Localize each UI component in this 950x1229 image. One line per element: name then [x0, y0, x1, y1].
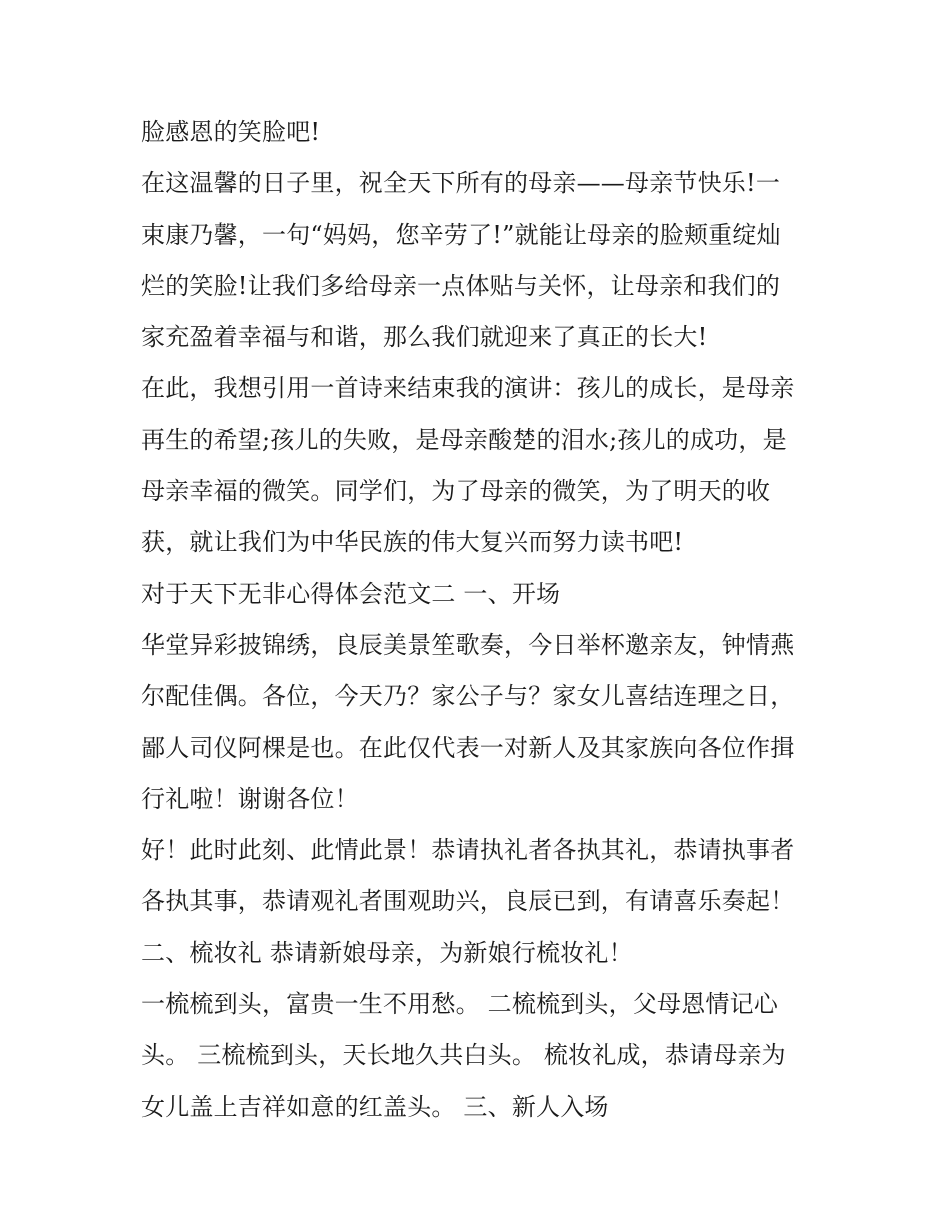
text-line: 各执其事，恭请观礼者围观助兴，良辰已到，有请喜乐奏起！	[141, 887, 795, 916]
text-line: 烂的笑脸!让我们多给母亲一点体贴与关怀，让母亲和我们的	[141, 271, 781, 300]
text-line: 家充盈着幸福与和谐，那么我们就迎来了真正的长大!	[141, 323, 708, 352]
text-line: 鄙人司仪阿棵是也。在此仅代表一对新人及其家族向各位作揖	[141, 733, 795, 762]
body-text	[141, 107, 821, 1133]
text-line: 再生的希望;孩儿的失败，是母亲酸楚的泪水;孩儿的成功，是	[141, 425, 787, 454]
text-line: 束康乃馨，一句“妈妈，您辛劳了!”就能让母亲的脸颊重绽灿	[141, 220, 781, 249]
text-line: 华堂异彩披锦绣，良辰美景笙歌奏，今日举杯邀亲友，钟情燕	[141, 630, 795, 659]
text-line: 母亲幸福的微笑。同学们，为了母亲的微笑，为了明天的收	[141, 477, 771, 506]
text-line: 一梳梳到头，富贵一生不用愁。 二梳梳到头，父母恩情记心	[141, 990, 779, 1019]
text-line: 好！此时此刻、此情此景！恭请执礼者各执其礼，恭请执事者	[141, 836, 795, 865]
text-line: 头。 三梳梳到头，天长地久共白头。 梳妆礼成，恭请母亲为	[141, 1041, 786, 1070]
text-line: 女儿盖上吉祥如意的红盖头。 三、新人入场	[141, 1092, 609, 1121]
section-heading: 二、梳妆礼 恭请新娘母亲，为新娘行梳妆礼！	[141, 938, 633, 967]
section-heading: 对于天下无非心得体会范文二 一、开场	[141, 579, 561, 608]
text-line: 在此，我想引用一首诗来结束我的演讲：孩儿的成长，是母亲	[141, 374, 795, 403]
text-line: 行礼啦！谢谢各位！	[141, 784, 359, 813]
text-line: 在这温馨的日子里，祝全天下所有的母亲——母亲节快乐!一	[141, 169, 781, 198]
text-line: 获，就让我们为中华民族的伟大复兴而努力读书吧!	[141, 528, 684, 557]
text-line: 脸感恩的笑脸吧!	[141, 118, 321, 146]
text-line: 尔配佳偶。各位，今天乃？家公子与？家女儿喜结连理之日，	[141, 682, 795, 711]
